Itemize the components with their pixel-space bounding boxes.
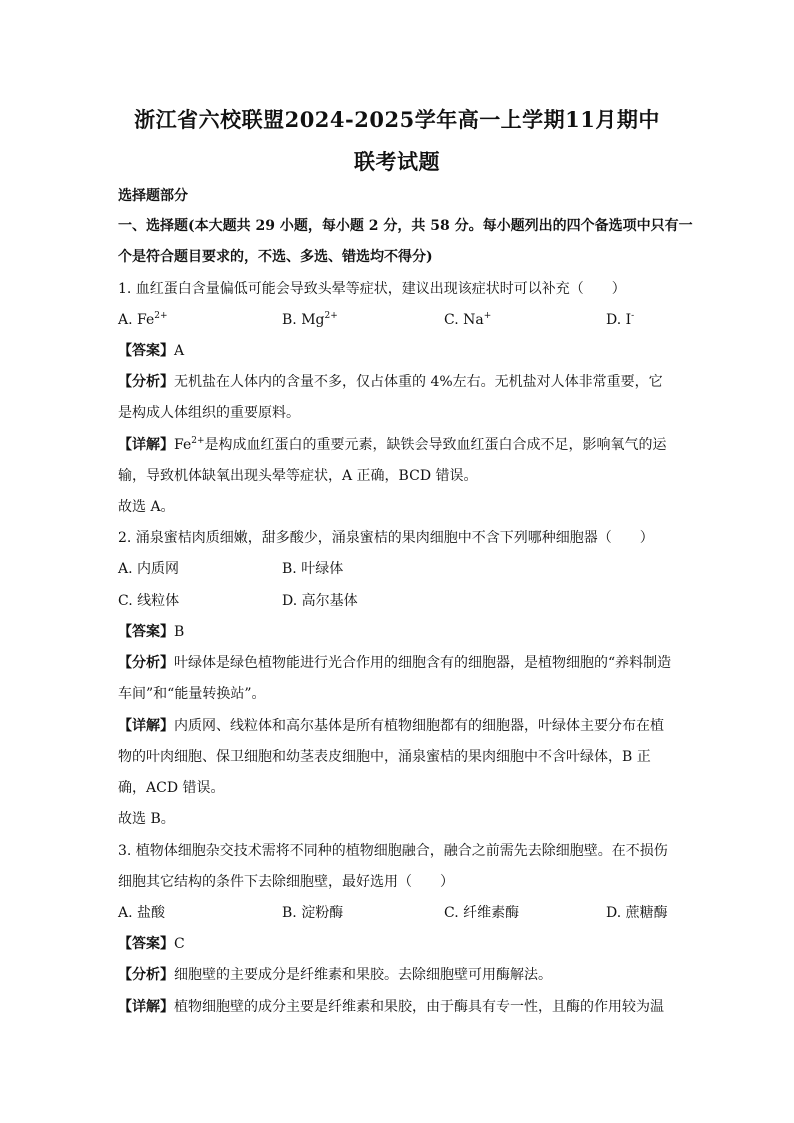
- q1-stem: 1. 血红蛋白含量偏低可能会导致头晕等症状，建议出现该症状时可以补充（ ）: [118, 281, 626, 297]
- q3-analysis-line-1: 【分析】细胞壁的主要成分是纤维素和果胶。去除细胞壁可用酶解法。: [118, 967, 552, 983]
- q2-option-d: D. 高尔基体: [282, 593, 358, 609]
- section-instruction-line-1: 一、选择题(本大题共 29 小题，每小题 2 分，共 58 分。每小题列出的四个备选项中只有一: [118, 218, 693, 234]
- q3-option-a: A. 盐酸: [118, 905, 166, 921]
- q1-conclusion: 故选 A。: [118, 499, 175, 515]
- q1-detail-line-2: 输，导致机体缺氧出现头晕等症状，A 正确，BCD 错误。: [118, 468, 478, 484]
- q2-option-b: B. 叶绿体: [282, 561, 344, 577]
- q1-analysis-line-2: 是构成人体组织的重要原料。: [118, 405, 300, 421]
- q1-option-d: D. I-: [606, 311, 635, 328]
- q3-detail-line-1: 【详解】植物细胞壁的成分主要是纤维素和果胶，由于酶具有专一性，且酶的作用较为温: [118, 999, 664, 1015]
- q3-stem-line-1: 3. 植物体细胞杂交技术需将不同种的植物细胞融合，融合之前需先去除细胞壁。在不损伤: [118, 843, 668, 859]
- q2-analysis-line-2: 车间”和“能量转换站”。: [118, 686, 266, 702]
- q2-analysis-line-1: 【分析】叶绿体是绿色植物能进行光合作用的细胞含有的细胞器，是植物细胞的“养料制造: [118, 655, 672, 671]
- q2-option-c: C. 线粒体: [118, 593, 180, 609]
- section-part-label: 选择题部分: [118, 188, 188, 204]
- q3-option-d: D. 蔗糖酶: [606, 905, 668, 921]
- q3-answer: 【答案】C: [118, 936, 185, 952]
- q1-analysis-line-1: 【分析】无机盐在人体内的含量不多，仅占体重的 4%左右。无机盐对人体非常重要，它: [118, 374, 663, 390]
- document-title-line-2: 联考试题: [354, 149, 440, 174]
- q2-detail-line-2: 物的叶肉细胞、保卫细胞和幼茎表皮细胞中，涌泉蜜桔的果肉细胞中不含叶绿体，B 正: [118, 749, 651, 765]
- q2-stem: 2. 涌泉蜜桔肉质细嫩，甜多酸少，涌泉蜜桔的果肉细胞中不含下列哪种细胞器（ ）: [118, 530, 654, 546]
- q3-option-c: C. 纤维素酶: [444, 905, 520, 921]
- q2-detail-line-3: 确，ACD 错误。: [118, 780, 225, 796]
- q1-option-b: B. $Mg^{2+}$: [282, 311, 338, 328]
- q3-option-b: B. 淀粉酶: [282, 905, 344, 921]
- q1-option-c: C. Na+: [444, 311, 492, 328]
- section-instruction-line-2: 个是符合题目要求的，不选、多选、错选均不得分): [118, 249, 433, 265]
- q3-stem-line-2: 细胞其它结构的条件下去除细胞壁，最好选用（ ）: [118, 874, 454, 890]
- q2-option-a: A. 内质网: [118, 561, 180, 577]
- document-title-line-1: 浙江省六校联盟2024-2025学年高一上学期11月期中: [134, 107, 660, 132]
- q2-detail-line-1: 【详解】内质网、线粒体和高尔基体是所有植物细胞都有的细胞器，叶绿体主要分布在植: [118, 718, 664, 734]
- q1-detail-line-1: 【详解】$Fe^{2+}$是构成血红蛋白的重要元素，缺铁会导致血红蛋白合成不足，影响氧气的运: [118, 436, 667, 453]
- q1-answer: 【答案】A: [118, 343, 185, 359]
- q2-conclusion: 故选 B。: [118, 811, 175, 827]
- q2-answer: 【答案】B: [118, 624, 185, 640]
- q1-option-a: A. $Fe^{2+}$: [118, 311, 168, 328]
